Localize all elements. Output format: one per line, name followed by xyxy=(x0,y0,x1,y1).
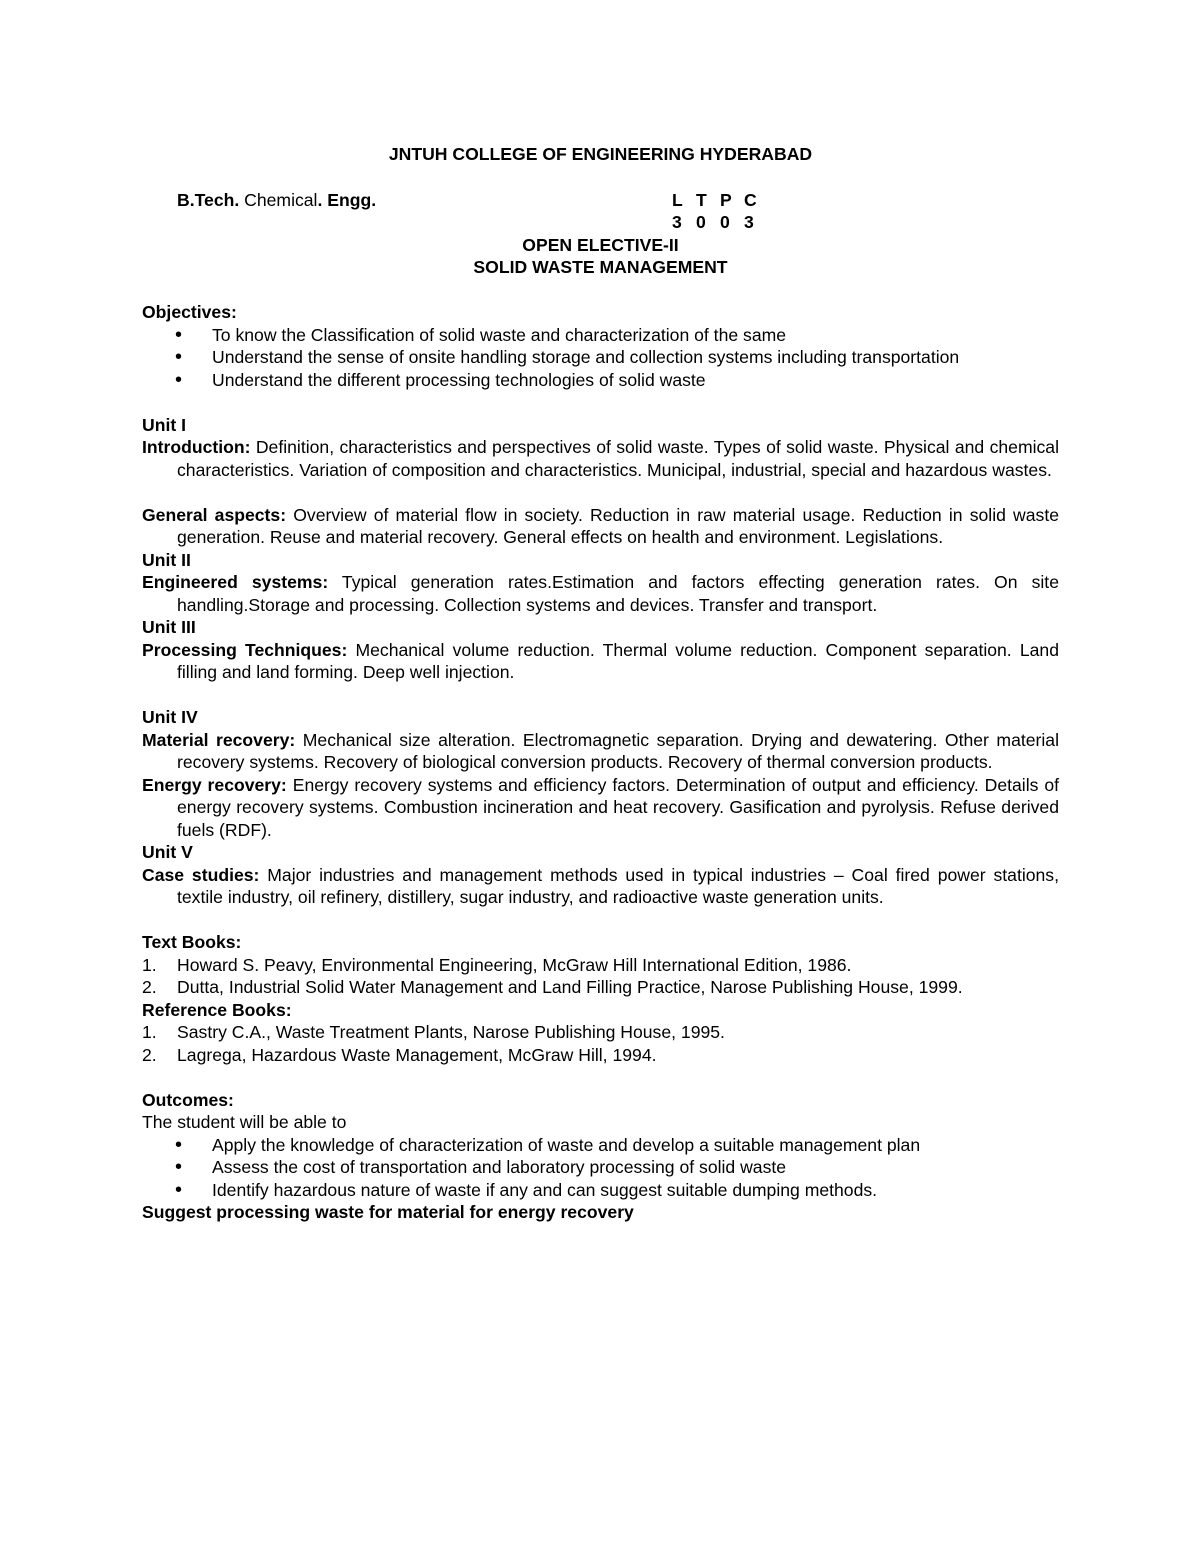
text-books-heading: Text Books: xyxy=(142,932,242,952)
subject-title: SOLID WASTE MANAGEMENT xyxy=(473,257,728,277)
energy-recovery-paragraph: Energy recovery: Energy recovery systems and efficiency factors. Determination of output and efficiency. Details of energy recovery systems. Combustion incineration and heat recovery. Gasification and pyrolysis. Refuse derived fuels (RDF). xyxy=(142,774,1059,840)
general-aspects-paragraph: General aspects: Overview of material flow in society. Reduction in raw material usage. Reduction in solid waste generation. Reuse and material recovery. General effects on health and environment. Legislations. xyxy=(142,504,1059,547)
list-item: • To know the Classification of solid waste and characterization of the same xyxy=(142,324,1059,347)
text-books-list xyxy=(142,954,1059,999)
unit-4-heading: Unit IV xyxy=(142,707,198,727)
college-title: JNTUH COLLEGE OF ENGINEERING HYDERABAD xyxy=(388,144,813,164)
objectives-heading: Objectives: xyxy=(142,302,237,322)
unit-3-heading: Unit III xyxy=(142,617,196,637)
list-item: 1. Howard S. Peavy, Environmental Engineering, McGraw Hill International Edition, 1986. xyxy=(142,954,852,975)
material-recovery-paragraph: Material recovery: Mechanical size alteration. Electromagnetic separation. Drying and dewatering. Other material recovery systems. Recovery of biological conversion products. Recovery of thermal conversion products. xyxy=(142,729,1059,772)
processing-techniques-paragraph: Processing Techniques: Mechanical volume reduction. Thermal volume reduction. Component separation. Land filling and land forming. Deep well injection. xyxy=(142,639,1059,682)
list-item: 2. Lagrega, Hazardous Waste Management, McGraw Hill, 1994. xyxy=(142,1044,657,1065)
list-item: • Understand the sense of onsite handling storage and collection systems including transportation xyxy=(142,346,1059,369)
syllabus-content xyxy=(142,143,1059,1224)
ltpc-labels: L T P C xyxy=(672,189,757,210)
unit-1-heading: Unit I xyxy=(142,414,186,435)
introduction-paragraph: Introduction: Definition, characteristics and perspectives of solid waste. Types of solid waste. Physical and chemical characteristics. Variation of composition and characteristics. Municipal, industrial, special and hazardous wastes. xyxy=(142,437,1059,480)
outcomes-heading: Outcomes: xyxy=(142,1089,234,1110)
outcomes-intro: The student will be able to xyxy=(142,1112,347,1132)
ltpc-values: 3 0 0 3 xyxy=(672,212,754,232)
list-item: • Assess the cost of transportation and laboratory processing of solid waste xyxy=(142,1156,1059,1179)
unit-5-heading: Unit V xyxy=(142,842,193,862)
ltpc-values-row xyxy=(142,211,1059,234)
engineered-systems-paragraph: Engineered systems: Typical generation rates.Estimation and factors effecting generation rates. On site handling.Storage and processing. Collection systems and devices. Transfer and transport. xyxy=(142,572,1059,615)
course-row xyxy=(142,189,1059,212)
list-item: 1. Sastry C.A., Waste Treatment Plants, Narose Publishing House, 1995. xyxy=(142,1022,725,1042)
outcomes-final-line: Suggest processing waste for material for energy recovery xyxy=(142,1202,634,1222)
reference-books-heading: Reference Books: xyxy=(142,999,292,1020)
case-studies-paragraph: Case studies: Major industries and management methods used in typical industries – Coal fired power stations, textile industry, oil refinery, distillery, sugar industry, and radioactive waste generation units. xyxy=(142,864,1059,907)
objectives-list xyxy=(142,324,1059,392)
list-item: • Identify hazardous nature of waste if any and can suggest suitable dumping methods. xyxy=(142,1179,1059,1202)
reference-books-list xyxy=(142,1021,1059,1066)
list-item: 2. Dutta, Industrial Solid Water Management and Land Filling Practice, Narose Publishing House, 1999. xyxy=(142,977,963,997)
list-item: • Understand the different processing technologies of solid waste xyxy=(142,369,1059,392)
course-label: B.Tech. Chemical. Engg. xyxy=(177,189,377,210)
unit-2-heading: Unit II xyxy=(142,549,191,570)
outcomes-list xyxy=(142,1134,1059,1202)
list-item: • Apply the knowledge of characterization of waste and develop a suitable management plan xyxy=(142,1134,1059,1157)
elective-title: OPEN ELECTIVE-II xyxy=(522,234,679,255)
